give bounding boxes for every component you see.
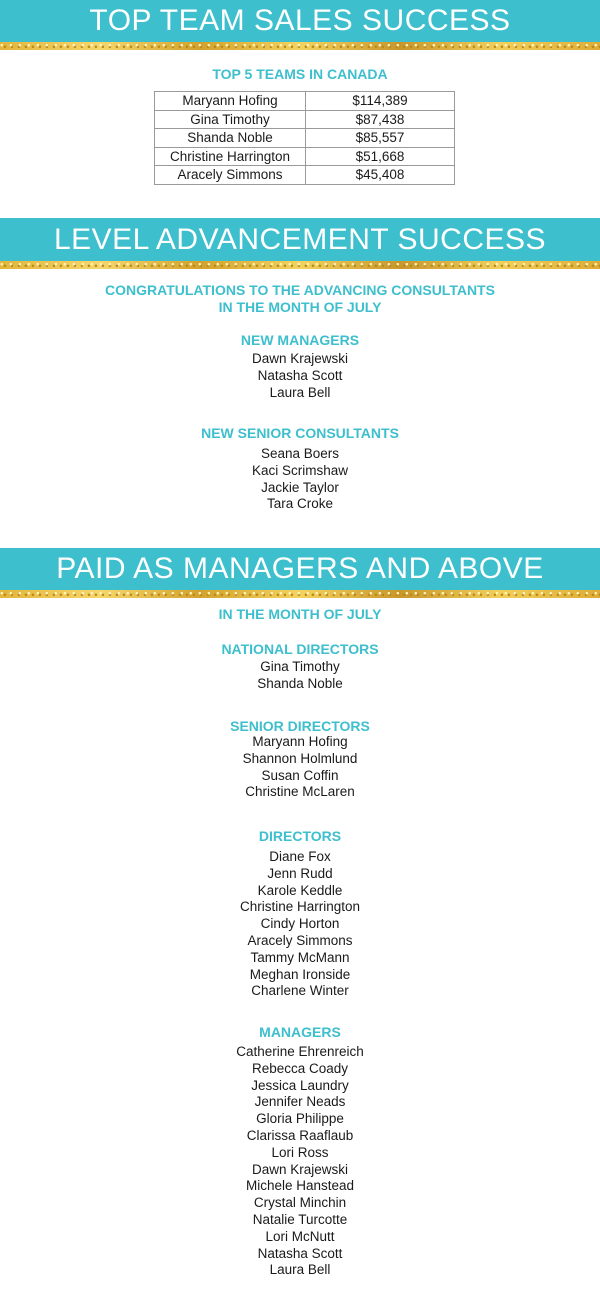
list-item: Gina Timothy: [260, 659, 340, 674]
banner-paid-as-managers: [0, 548, 600, 598]
list-item: Natasha Scott: [257, 367, 343, 383]
glitter-divider: [0, 261, 600, 269]
list-item: Diane Fox: [269, 849, 331, 864]
list-item: Rebecca Coady: [251, 1060, 349, 1076]
senior-directors-list: [0, 734, 600, 801]
banner-top-team-sales: [0, 0, 600, 50]
list-item: Christine Harrington: [239, 899, 361, 915]
new-managers-list: [0, 351, 600, 401]
list-item: Dawn Krajewski: [251, 351, 349, 366]
banner-title: TOP TEAM SALES SUCCESS: [0, 0, 600, 42]
list-item: Tara Croke: [266, 496, 334, 512]
team-name: Aracely Simmons: [155, 166, 306, 185]
list-item: Crystal Minchin: [253, 1195, 347, 1211]
team-amount: $45,408: [306, 166, 455, 185]
list-item: Meghan Ironside: [249, 966, 351, 982]
list-item: Lori Ross: [271, 1144, 329, 1160]
senior-directors-heading: SENIOR DIRECTORS: [230, 718, 370, 734]
list-item: Laura Bell: [269, 1262, 331, 1278]
list-item: Shanda Noble: [257, 675, 343, 691]
team-amount: $51,668: [306, 147, 455, 166]
glitter-divider: [0, 590, 600, 598]
new-senior-heading: NEW SENIOR CONSULTANTS: [201, 425, 399, 441]
paid-month-heading: IN THE MONTH OF JULY: [218, 606, 382, 622]
list-item: Catherine Ehrenreich: [236, 1044, 364, 1059]
top-teams-table: [154, 91, 455, 185]
list-item: Seana Boers: [260, 446, 340, 461]
managers-list: [0, 1044, 600, 1279]
list-item: Maryann Hofing: [252, 734, 348, 749]
new-senior-list: [0, 446, 600, 513]
list-item: Laura Bell: [269, 384, 331, 400]
list-item: Clarissa Raaflaub: [246, 1127, 354, 1143]
list-item: Susan Coffin: [261, 767, 339, 783]
team-amount: $87,438: [306, 110, 455, 129]
advancement-congrats: [0, 282, 600, 316]
top-teams-heading: TOP 5 TEAMS IN CANADA: [212, 66, 388, 82]
list-item: Dawn Krajewski: [251, 1161, 349, 1177]
managers-heading: MANAGERS: [259, 1024, 341, 1040]
team-name: Maryann Hofing: [155, 92, 306, 111]
list-item: Aracely Simmons: [247, 932, 353, 948]
list-item: Natalie Turcotte: [252, 1211, 348, 1227]
congrats-line-2: IN THE MONTH OF JULY: [218, 299, 382, 315]
banner-title: PAID AS MANAGERS AND ABOVE: [0, 548, 600, 590]
national-directors-list: [0, 659, 600, 693]
banner-level-advancement: [0, 218, 600, 269]
list-item: Jenn Rudd: [267, 865, 333, 881]
table-row: [155, 147, 455, 166]
team-amount: $114,389: [306, 92, 455, 111]
team-name: Christine Harrington: [155, 147, 306, 166]
glitter-divider: [0, 42, 600, 50]
list-item: Karole Keddle: [257, 882, 343, 898]
list-item: Shannon Holmlund: [242, 750, 358, 766]
table-row: [155, 166, 455, 185]
list-item: Tammy McMann: [250, 949, 350, 965]
list-item: Lori McNutt: [265, 1228, 335, 1244]
team-name: Shanda Noble: [155, 129, 306, 148]
list-item: Gloria Philippe: [256, 1111, 344, 1127]
list-item: Michele Hanstead: [245, 1178, 355, 1194]
banner-title: LEVEL ADVANCEMENT SUCCESS: [0, 218, 600, 261]
national-directors-heading: NATIONAL DIRECTORS: [221, 641, 379, 657]
list-item: Jackie Taylor: [261, 479, 339, 495]
congrats-line-1: CONGRATULATIONS TO THE ADVANCING CONSULTANTS: [105, 282, 495, 298]
team-name: Gina Timothy: [155, 110, 306, 129]
directors-list: [0, 849, 600, 1000]
table-row: [155, 92, 455, 111]
list-item: Cindy Horton: [260, 916, 340, 932]
list-item: Natasha Scott: [257, 1245, 343, 1261]
new-managers-heading: NEW MANAGERS: [240, 332, 360, 348]
table-row: [155, 110, 455, 129]
directors-heading: DIRECTORS: [258, 828, 342, 844]
list-item: Jennifer Neads: [254, 1094, 346, 1110]
table-row: [155, 129, 455, 148]
list-item: Christine McLaren: [245, 784, 355, 800]
list-item: Jessica Laundry: [251, 1077, 349, 1093]
list-item: Kaci Scrimshaw: [251, 462, 349, 478]
list-item: Charlene Winter: [251, 983, 349, 999]
team-amount: $85,557: [306, 129, 455, 148]
